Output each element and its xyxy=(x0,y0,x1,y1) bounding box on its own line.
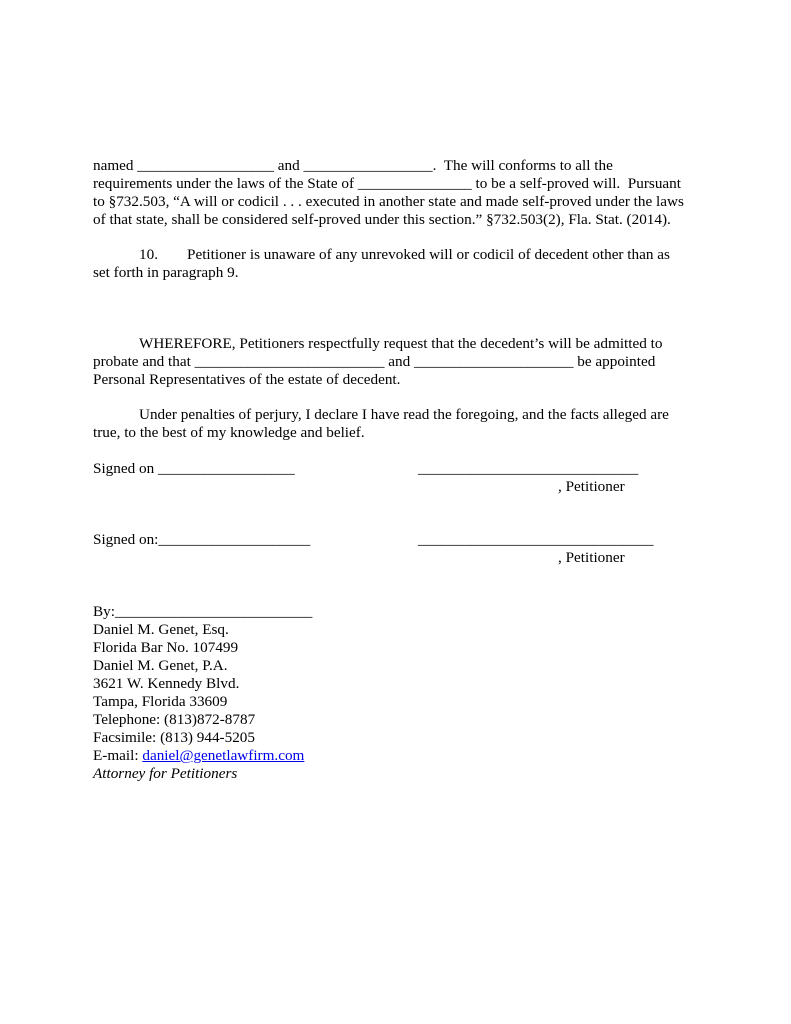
attorney-facsimile: Facsimile: (813) 944-5205 xyxy=(93,729,255,746)
petitioner-label-2: , Petitioner xyxy=(558,549,625,566)
perjury-line-2: true, to the best of my knowledge and belief. xyxy=(93,424,365,441)
attorney-name: Daniel M. Genet, Esq. xyxy=(93,621,229,638)
para9-line-1: named __________________ and _________________. The will conforms to all the xyxy=(93,157,613,174)
attorney-role: Attorney for Petitioners xyxy=(93,765,238,782)
signed-on-1: Signed on __________________ xyxy=(93,460,295,477)
attorney-address: 3621 W. Kennedy Blvd. xyxy=(93,675,240,692)
para9-line-3: to §732.503, “A will or codicil . . . executed in another state and made self-proved under the laws xyxy=(93,193,684,210)
attorney-email-label: E-mail: xyxy=(93,747,143,764)
para10-number: 10. xyxy=(139,246,158,263)
para9-line-4: of that state, shall be considered self-proved under this section.” §732.503(2), Fla. Stat. (2014). xyxy=(93,211,671,228)
attorney-city: Tampa, Florida 33609 xyxy=(93,693,228,710)
wherefore-line-2: probate and that _________________________ and _____________________ be appointed xyxy=(93,353,656,370)
para10-line-1: Petitioner is unaware of any unrevoked will or codicil of decedent other than as xyxy=(187,246,670,263)
attorney-by-line: By:__________________________ xyxy=(93,603,313,620)
para10-line-2: set forth in paragraph 9. xyxy=(93,264,239,281)
wherefore-line-3: Personal Representatives of the estate of decedent. xyxy=(93,371,401,388)
attorney-email-row xyxy=(93,747,304,765)
petitioner-label-1: , Petitioner xyxy=(558,478,625,495)
wherefore-line-1: WHEREFORE, Petitioners respectfully request that the decedent’s will be admitted to xyxy=(139,335,663,352)
attorney-bar-number: Florida Bar No. 107499 xyxy=(93,639,239,656)
attorney-firm: Daniel M. Genet, P.A. xyxy=(93,657,228,674)
para9-line-2: requirements under the laws of the State of _______________ to be a self-proved will. Pursuant xyxy=(93,175,681,192)
signature-line-2: _______________________________ xyxy=(418,531,654,548)
signed-on-2: Signed on:____________________ xyxy=(93,531,311,548)
signature-line-1: _____________________________ xyxy=(418,460,639,477)
attorney-telephone: Telephone: (813)872-8787 xyxy=(93,711,256,728)
attorney-email-link[interactable]: daniel@genetlawfirm.com xyxy=(142,747,305,764)
perjury-line-1: Under penalties of perjury, I declare I have read the foregoing, and the facts alleged are xyxy=(139,406,669,423)
